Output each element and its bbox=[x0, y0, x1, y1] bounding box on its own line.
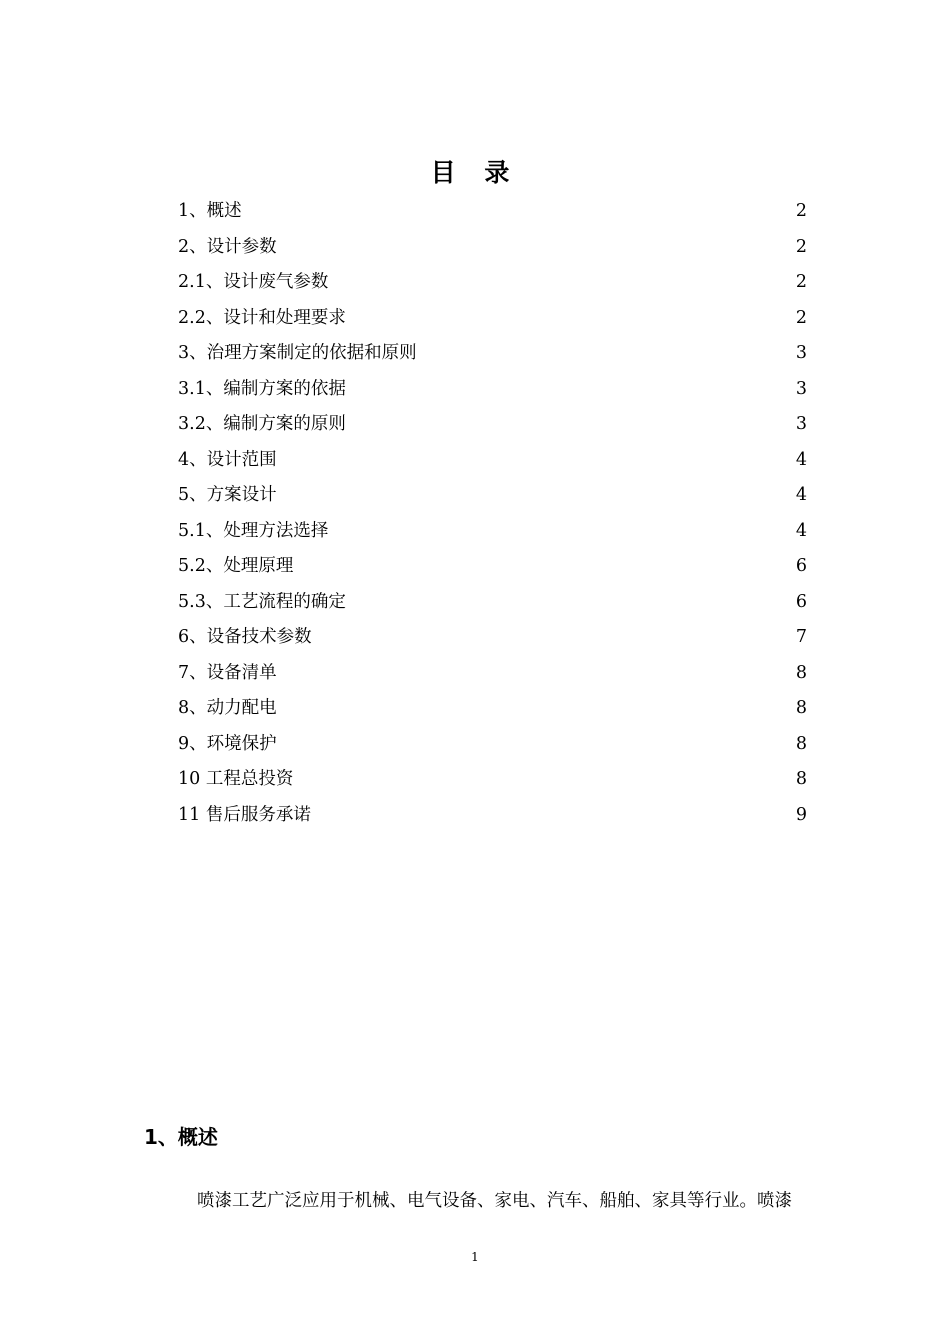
toc-entry-label: 5、方案设计 bbox=[178, 485, 277, 505]
toc-title: 目 录 bbox=[430, 158, 520, 187]
toc-entry[interactable] bbox=[178, 585, 807, 621]
toc-entry-page: 6 bbox=[795, 591, 807, 612]
toc-entry[interactable] bbox=[178, 372, 807, 408]
toc-entry[interactable] bbox=[178, 301, 807, 337]
toc-entry-page: 7 bbox=[795, 627, 807, 647]
toc-entry-page: 2 bbox=[795, 201, 807, 221]
toc-entry[interactable] bbox=[178, 727, 807, 763]
toc-entry[interactable] bbox=[178, 265, 807, 301]
toc-entry[interactable] bbox=[178, 549, 807, 585]
toc-entry[interactable] bbox=[178, 443, 807, 479]
toc-entry-page: 2 bbox=[795, 272, 807, 292]
toc-entry-page: 8 bbox=[795, 662, 807, 683]
toc-entry-label: 10 工程总投资 bbox=[178, 769, 294, 789]
toc-entry[interactable] bbox=[178, 478, 807, 514]
toc-entry-page: 6 bbox=[795, 556, 807, 576]
toc-entry[interactable] bbox=[178, 656, 807, 692]
toc-entry-label: 11 售后服务承诺 bbox=[178, 804, 311, 825]
toc-entry-page: 8 bbox=[795, 769, 807, 789]
toc-entry[interactable] bbox=[178, 620, 807, 656]
toc-entry-page: 8 bbox=[795, 733, 807, 754]
toc-entry-page: 3 bbox=[795, 343, 807, 363]
toc-entry[interactable] bbox=[178, 514, 807, 550]
toc-entry[interactable] bbox=[178, 407, 807, 443]
toc-entry-label: 3、治理方案制定的依据和原则 bbox=[178, 343, 417, 363]
toc-entry-label: 2.2、设计和处理要求 bbox=[178, 307, 346, 328]
toc-entry-label: 2、设计参数 bbox=[178, 236, 277, 257]
toc-entry-label: 3.2、编制方案的原则 bbox=[178, 414, 346, 434]
toc-entry-label: 4、设计范围 bbox=[178, 449, 277, 470]
toc-list bbox=[178, 194, 807, 833]
toc-entry-label: 2.1、设计废气参数 bbox=[178, 272, 329, 292]
toc-entry[interactable] bbox=[178, 194, 807, 230]
toc-entry-label: 1、概述 bbox=[178, 201, 242, 221]
toc-entry-page: 4 bbox=[795, 485, 807, 505]
body-paragraph: 喷漆工艺广泛应用于机械、电气设备、家电、汽车、船舶、家具等行业。喷漆 bbox=[197, 1191, 792, 1211]
section-heading: 1、概述 bbox=[144, 1125, 218, 1149]
toc-entry-label: 5.3、工艺流程的确定 bbox=[178, 591, 346, 612]
toc-entry[interactable] bbox=[178, 798, 807, 834]
toc-entry-page: 4 bbox=[795, 520, 807, 541]
toc-entry-page: 3 bbox=[795, 378, 807, 399]
toc-entry-page: 9 bbox=[795, 804, 807, 825]
toc-entry-label: 8、动力配电 bbox=[178, 698, 277, 718]
toc-entry-page: 4 bbox=[795, 449, 807, 470]
toc-entry[interactable] bbox=[178, 762, 807, 798]
toc-entry-label: 5.2、处理原理 bbox=[178, 556, 294, 576]
toc-entry[interactable] bbox=[178, 336, 807, 372]
toc-entry-page: 2 bbox=[795, 307, 807, 328]
toc-entry-page: 8 bbox=[795, 698, 807, 718]
toc-entry[interactable] bbox=[178, 691, 807, 727]
toc-entry-label: 5.1、处理方法选择 bbox=[178, 520, 329, 541]
toc-entry-page: 2 bbox=[795, 236, 807, 257]
toc-entry-label: 6、设备技术参数 bbox=[178, 627, 312, 647]
toc-entry-page: 3 bbox=[795, 414, 807, 434]
toc-entry-label: 7、设备清单 bbox=[178, 662, 277, 683]
toc-entry[interactable] bbox=[178, 230, 807, 266]
toc-entry-label: 3.1、编制方案的依据 bbox=[178, 378, 346, 399]
page-number: 1 bbox=[471, 1250, 479, 1264]
toc-entry-label: 9、环境保护 bbox=[178, 733, 277, 754]
